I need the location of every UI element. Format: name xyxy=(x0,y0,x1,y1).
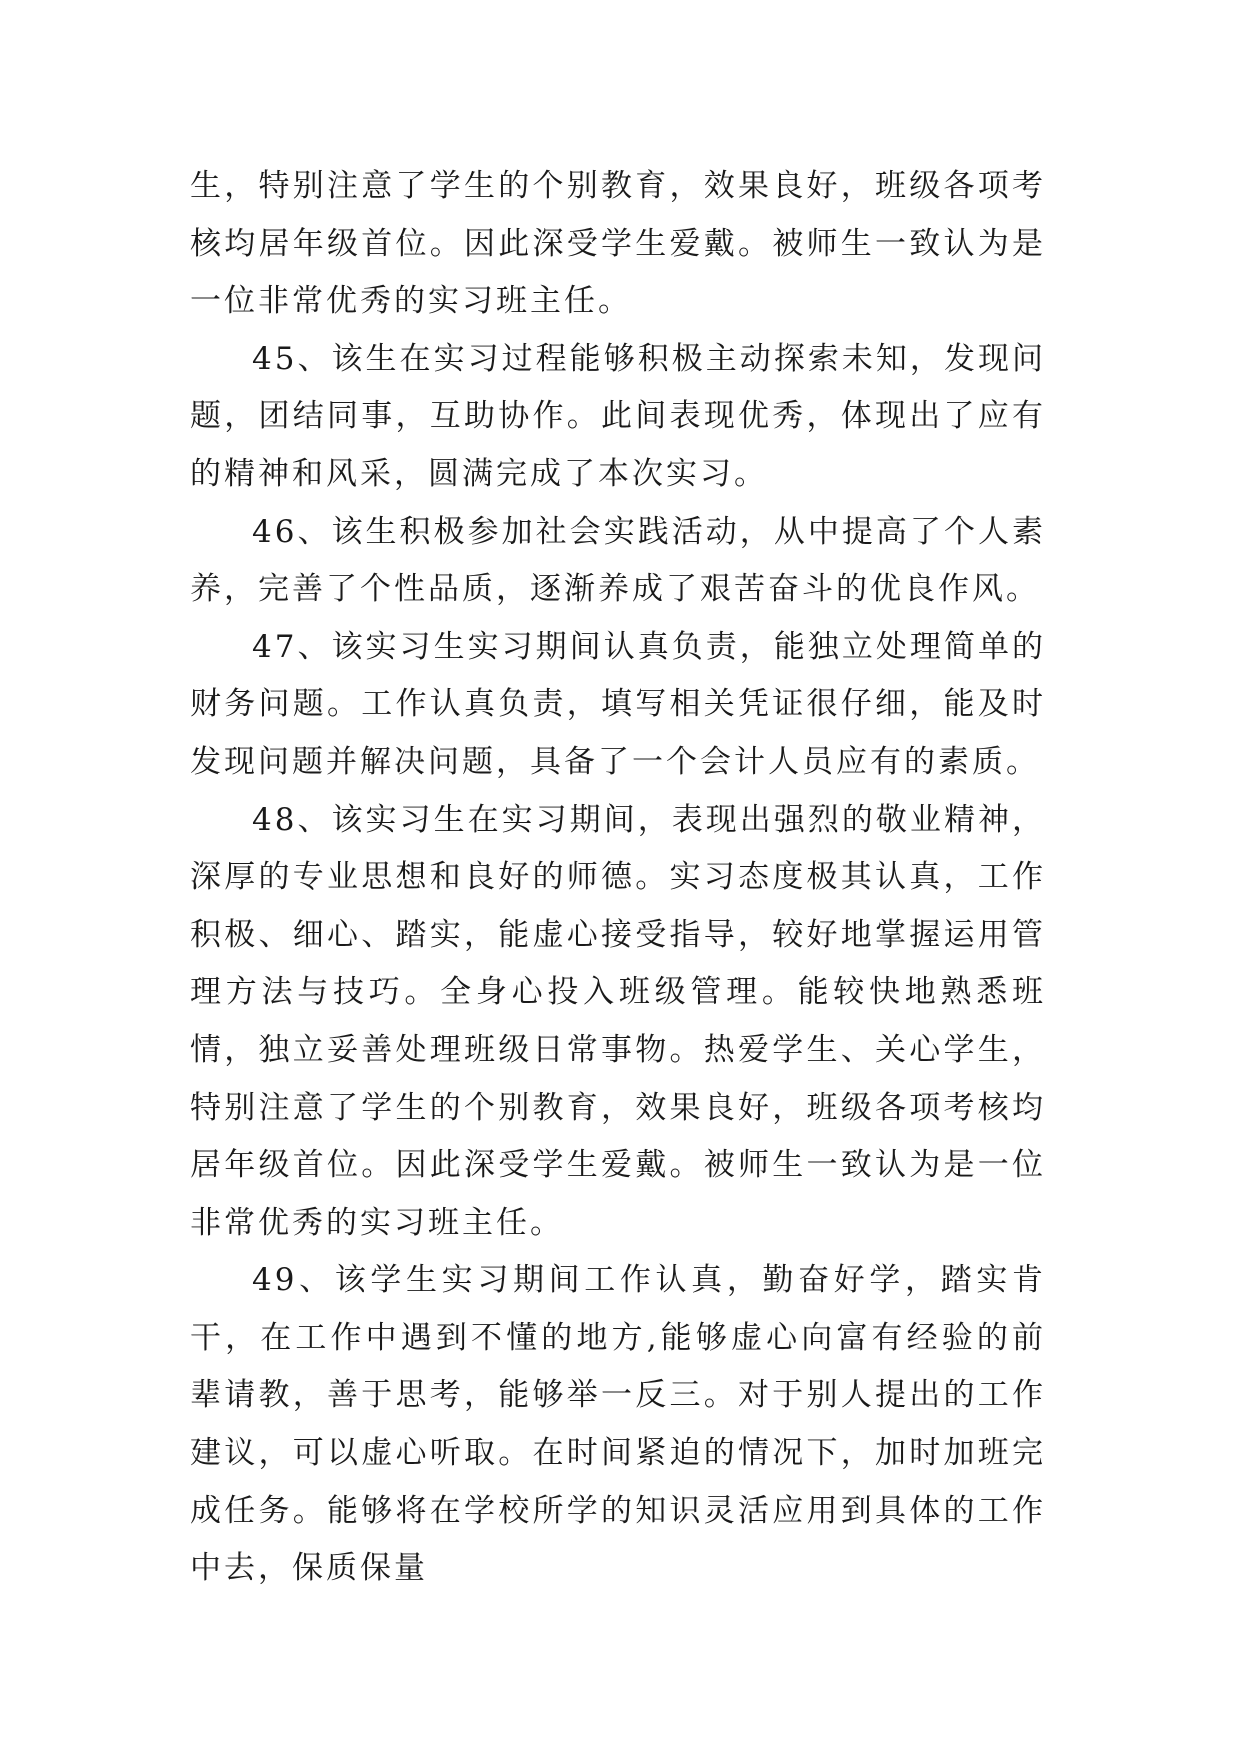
paragraph-46: 46、该生积极参加社会实践活动，从中提高了个人素养，完善了个性品质，逐渐养成了艰苦奋斗的优良作风。 xyxy=(190,513,1046,608)
paragraph-continuation: 生，特别注意了学生的个别教育，效果良好，班级各项考核均居年级首位。因此深受学生爱戴。被师生一致认为是一位非常优秀的实习班主任。 xyxy=(190,168,1046,320)
paragraph-45: 45、该生在实习过程能够积极主动探索未知，发现问题，团结同事，互助协作。此间表现优秀，体现出了应有的精神和风采，圆满完成了本次实习。 xyxy=(190,340,1046,492)
document-body xyxy=(190,158,1046,1598)
paragraph-48: 48、该实习生在实习期间，表现出强烈的敬业精神，深厚的专业思想和良好的师德。实习态度极其认真，工作积极、细心、踏实，能虚心接受指导，较好地掌握运用管理方法与技巧。全身心投入班级管理。能较快地熟悉班情，独立妥善处理班级日常事物。热爱学生、关心学生，特别注意了学生的个别教育，效果良好，班级各项考核均居年级首位。因此深受学生爱戴。被师生一致认为是一位非常优秀的实习班主任。 xyxy=(190,801,1046,1241)
paragraph-49: 49、该学生实习期间工作认真，勤奋好学，踏实肯干，在工作中遇到不懂的地方,能够虚心向富有经验的前辈请教，善于思考，能够举一反三。对于别人提出的工作建议，可以虚心听取。在时间紧迫的情况下，加时加班完成任务。能够将在学校所学的知识灵活应用到具体的工作中去，保质保量 xyxy=(190,1262,1046,1587)
paragraph-47: 47、该实习生实习期间认真负责，能独立处理简单的财务问题。工作认真负责，填写相关凭证很仔细，能及时发现问题并解决问题，具备了一个会计人员应有的素质。 xyxy=(190,628,1046,780)
